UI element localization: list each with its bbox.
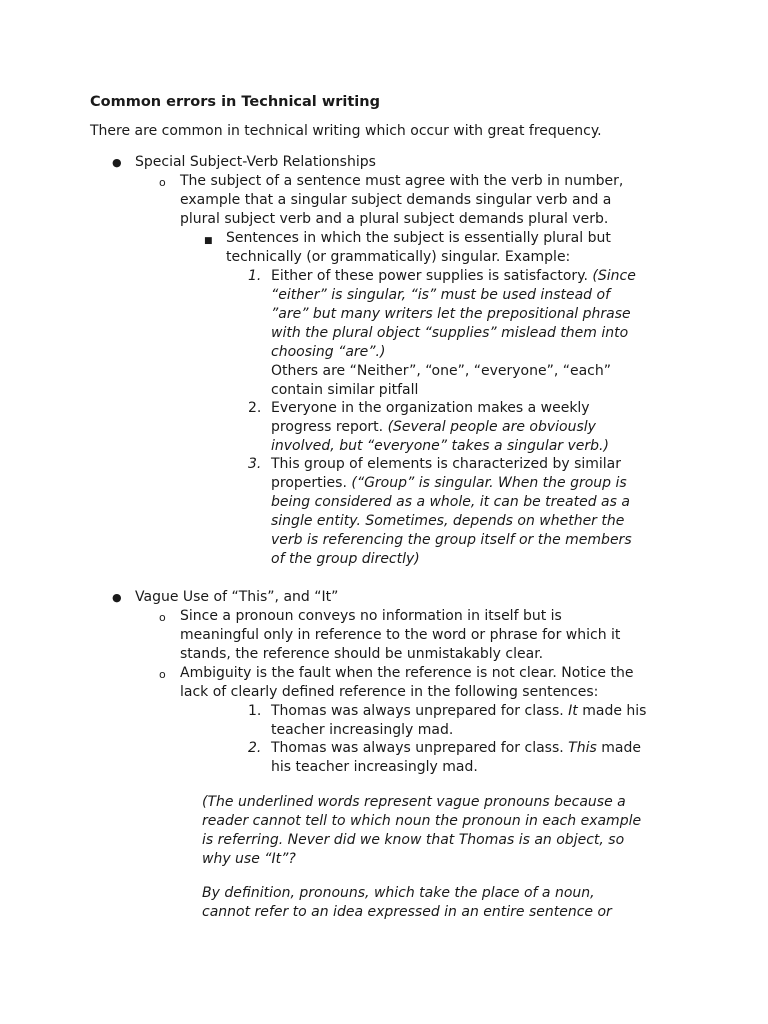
list-item-group [271, 455, 632, 569]
text-line: Since a pronoun conveys no information in itself but is [180, 608, 562, 624]
paragraph-agreement [180, 172, 623, 229]
explanation-line: being considered as a whole, it can be treated as a [271, 494, 630, 510]
list-number: 3. [248, 456, 262, 472]
text-line: example that a singular subject demands singular verb and a [180, 192, 612, 208]
note-line: (The underlined words represent vague pronouns because a [202, 794, 626, 810]
explanation-line: “either” is singular, “is” must be used instead of [271, 287, 611, 303]
list-number: 1. [248, 703, 262, 719]
note-line: cannot refer to an idea expressed in an entire sentence or [202, 904, 612, 920]
explanation-line: ”are” but many writers let the prepositional phrase [271, 306, 631, 322]
paragraph-plural-subject [226, 229, 611, 267]
note-definition [202, 884, 612, 922]
intro-paragraph: There are common in technical writing which occur with great frequency. [90, 123, 602, 139]
bullet-disc-icon: ● [112, 156, 122, 169]
text-line: plural subject verb and a plural subject demands plural verb. [180, 211, 609, 227]
text-line: lack of clearly defined reference in the following sentences: [180, 684, 599, 700]
vague-pronoun: It [568, 703, 578, 719]
text-line: The subject of a sentence must agree with the verb in number, [180, 173, 624, 189]
bullet-circle-icon: o [159, 668, 166, 681]
example-sentence-end: made [601, 740, 641, 756]
list-item-example-this [271, 739, 641, 777]
paragraph-ambiguity [180, 664, 633, 702]
bullet-square-icon: ■ [204, 236, 213, 246]
example-sentence-end: made his [582, 703, 647, 719]
note-line: reader cannot tell to which noun the pronoun in each example [202, 813, 642, 829]
list-number: 1. [248, 268, 262, 284]
bullet-circle-icon: o [159, 176, 166, 189]
text-line: contain similar pitfall [271, 382, 419, 398]
explanation-line: of the group directly) [271, 551, 420, 567]
explanation-line: choosing “are”.) [271, 344, 386, 360]
text-line: This group of elements is characterized by similar [271, 456, 622, 472]
vague-pronoun: This [568, 740, 597, 756]
text-line: teacher increasingly mad. [271, 722, 454, 738]
list-number: 2. [248, 740, 262, 756]
example-sentence: Thomas was always unprepared for class. [271, 740, 564, 756]
text-line: Sentences in which the subject is essentially plural but [226, 230, 611, 246]
text-line: stands, the reference should be unmistakably clear. [180, 646, 544, 662]
list-number: 2. [248, 400, 262, 416]
example-sentence: properties. [271, 475, 347, 491]
text-line: Everyone in the organization makes a weekly [271, 400, 590, 416]
explanation-text: (Several people are obviously [387, 419, 596, 435]
explanation-text: (“Group” is singular. When the group is [351, 475, 627, 491]
note-vague-pronouns [202, 793, 641, 869]
note-line: why use “It”? [202, 851, 296, 867]
section-heading-vague-use: Vague Use of “This”, and “It” [135, 589, 339, 605]
text-line: technically (or grammatically) singular. Example: [226, 249, 571, 265]
text-line: meaningful only in reference to the word or phrase for which it [180, 627, 621, 643]
note-line: By definition, pronouns, which take the place of a noun, [202, 885, 595, 901]
note-line: is referring. Never did we know that Thomas is an object, so [202, 832, 625, 848]
explanation-line: with the plural object “supplies” mislead them into [271, 325, 629, 341]
example-sentence: Thomas was always unprepared for class. [271, 703, 564, 719]
text-line: his teacher increasingly mad. [271, 759, 478, 775]
example-sentence: progress report. [271, 419, 384, 435]
explanation-line: involved, but “everyone” takes a singular verb.) [271, 438, 609, 454]
example-sentence: Either of these power supplies is satisfactory. [271, 268, 588, 284]
explanation-text: (Since [592, 268, 636, 284]
explanation-line: single entity. Sometimes, depends on whether the [271, 513, 625, 529]
section-heading-subject-verb: Special Subject-Verb Relationships [135, 154, 376, 170]
explanation-line: verb is referencing the group itself or the members [271, 532, 632, 548]
list-item-example-it [271, 702, 646, 740]
bullet-circle-icon: o [159, 611, 166, 624]
paragraph-pronoun [180, 607, 620, 664]
text-line: Others are “Neither”, “one”, “everyone”, “each” [271, 363, 612, 379]
list-item-either [271, 267, 636, 400]
bullet-disc-icon: ● [112, 591, 122, 604]
page-title: Common errors in Technical writing [90, 94, 380, 110]
text-line: Ambiguity is the fault when the reference is not clear. Notice the [180, 665, 634, 681]
list-item-everyone [271, 399, 609, 456]
